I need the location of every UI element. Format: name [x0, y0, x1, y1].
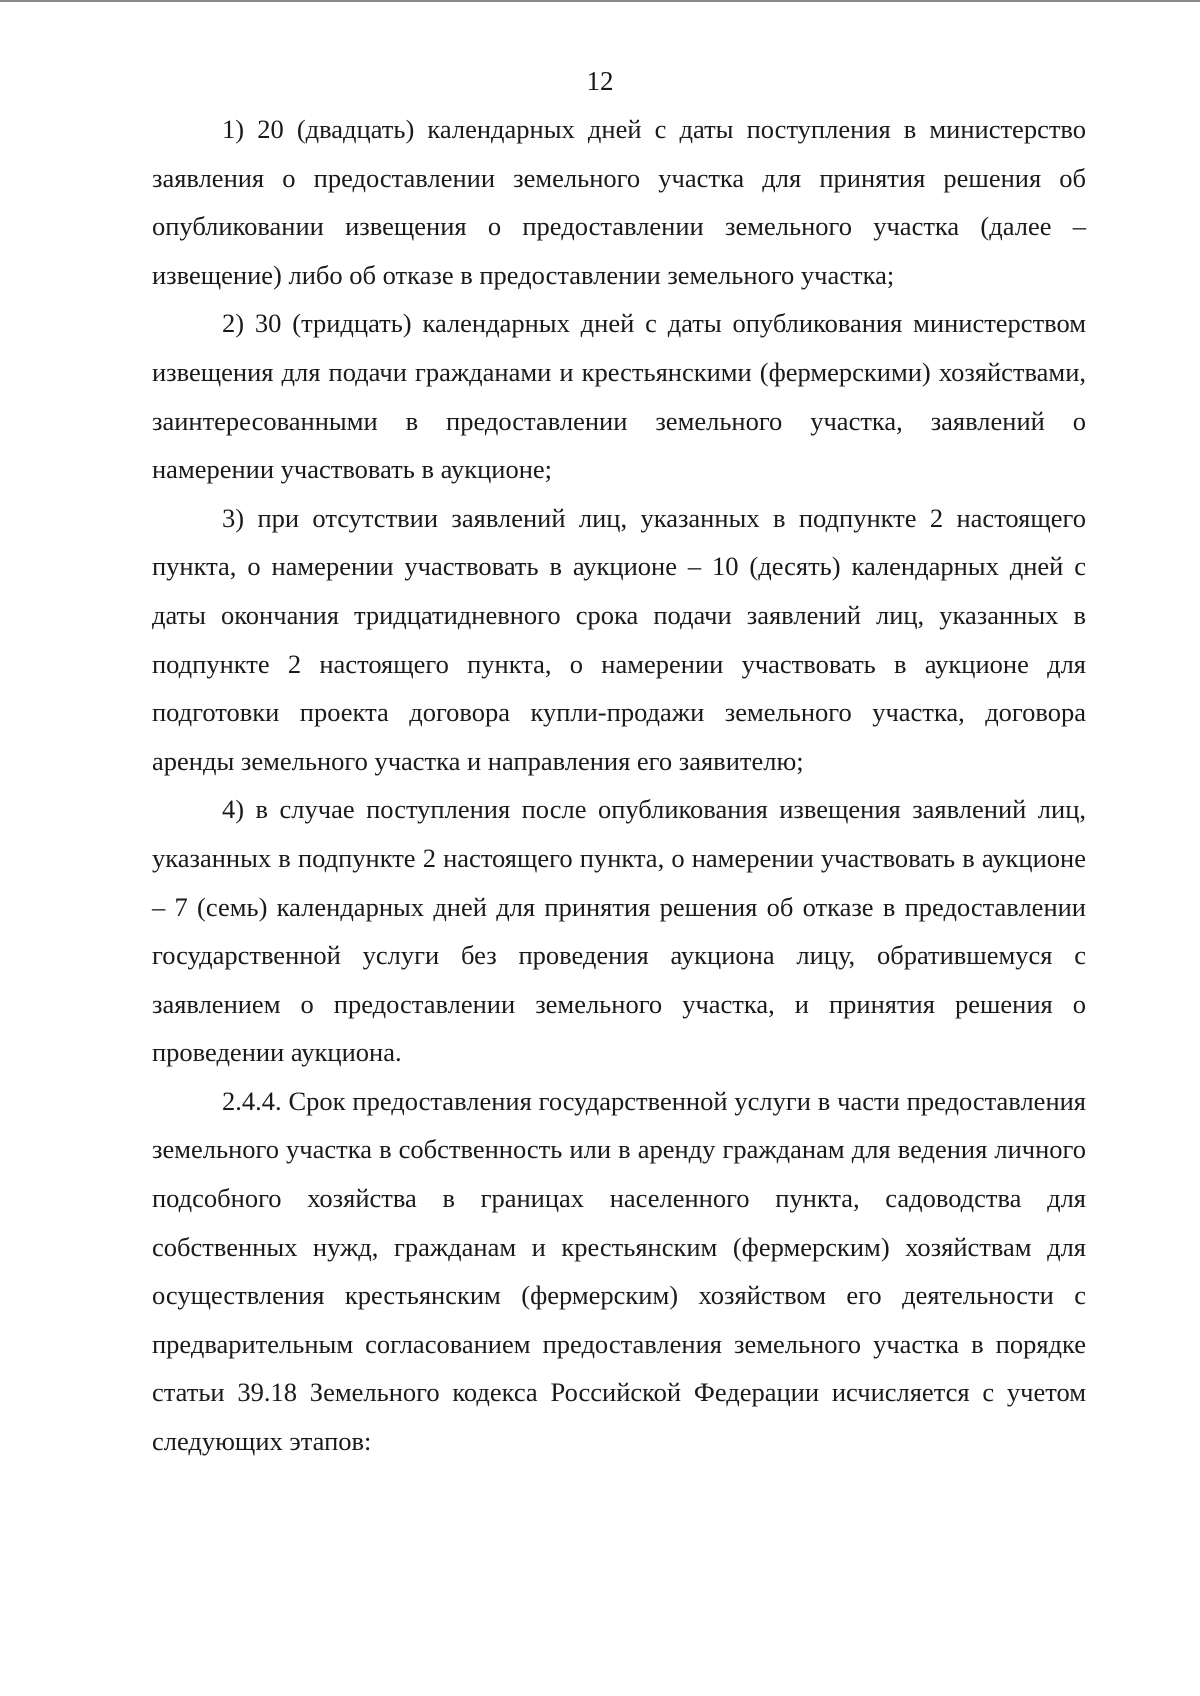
paragraph-item-4: 4) в случае поступления после опубликования извещения заявлений лиц, указанных в подпункте 2 настоящего пункта, о намерении участвовать в аукционе – 7 (семь) календарных дней для принятия решения об отказе в предоставлении государственной услуги без проведения аукциона лицу, обратившемуся с заявлением о предоставлении земельного участка, и принятия решения о проведении аукциона.: [152, 794, 1086, 1068]
paragraph-2-4-4: 2.4.4. Срок предоставления государственной услуги в части предоставления земельного участка в собственность или в аренду гражданам для ведения личного подсобного хозяйства в границах населенного пункта, садоводства для собственных нужд, гражданам и крестьянским (фермерским) хозяйствам для осуществления крестьянским (фермерским) хозяйством его деятельности с предварительным согласованием предоставления земельного участка в порядке статьи 39.18 Земельного кодекса Российской Федерации исчисляется с учетом следующих этапов:: [152, 1085, 1086, 1457]
paragraph-item-3: 3) при отсутствии заявлений лиц, указанных в подпункте 2 настоящего пункта, о намерении участвовать в аукционе – 10 (десять) календарных дней с даты окончания тридцатидневного срока подачи заявлений лиц, указанных в подпункте 2 настоящего пункта, о намерении участвовать в аукционе для подготовки проекта договора купли-продажи земельного участка, договора аренды земельного участка и направления его заявителю;: [152, 502, 1086, 776]
paragraph-item-1: 1) 20 (двадцать) календарных дней с даты поступления в министерство заявления о предоставлении земельного участка для принятия решения об опубликовании извещения о предоставлении земельного участка (далее – извещение) либо об отказе в предоставлении земельного участка;: [152, 114, 1086, 290]
page-body: [152, 105, 1086, 1466]
page-top-border: [0, 0, 1200, 2]
page-number: 12: [586, 66, 614, 96]
paragraph-item-2: 2) 30 (тридцать) календарных дней с даты опубликования министерством извещения для подачи гражданами и крестьянскими (фермерскими) хозяйствами, заинтересованными в предоставлении земельного участка, заявлений о намерении участвовать в аукционе;: [152, 308, 1086, 485]
